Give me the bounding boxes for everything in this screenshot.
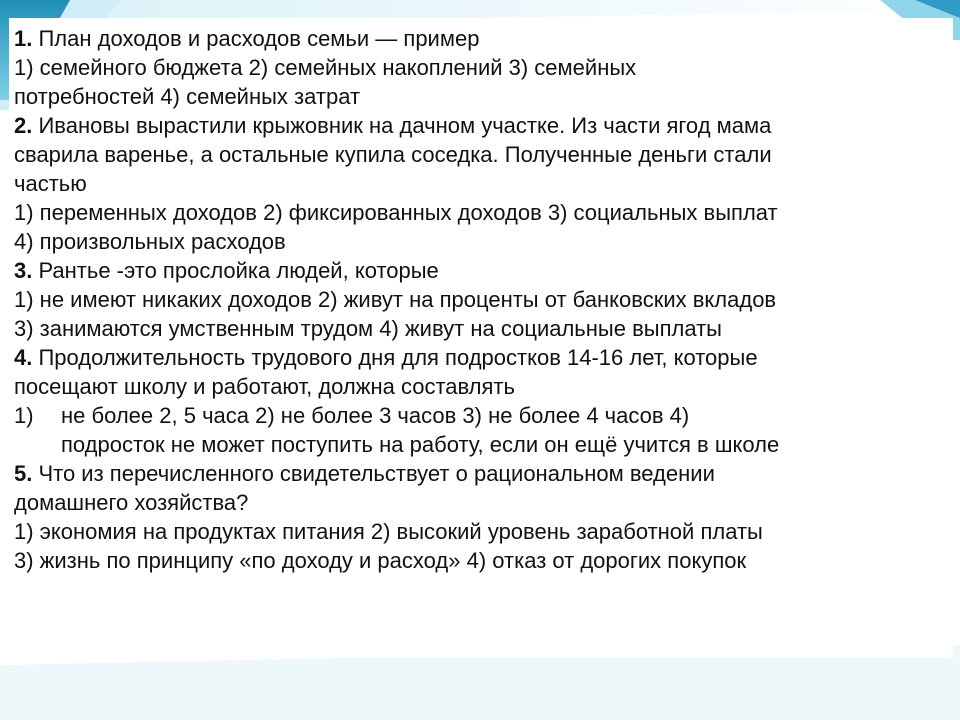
question-1-title <box>14 24 953 53</box>
question-3-options-line-2: 3) занимаются умственным трудом 4) живут на социальные выплаты <box>14 316 722 341</box>
question-5-options-line-1: 1) экономия на продуктах питания 2) высокий уровень заработной платы <box>14 519 763 544</box>
question-5-options-line-2: 3) жизнь по принципу «по доходу и расход» 4) отказ от дорогих покупок <box>14 548 747 573</box>
question-4-options-list-item <box>14 401 953 430</box>
question-number: 2. <box>14 113 33 138</box>
question-5-text-line-2: домашнего хозяйства? <box>14 490 249 515</box>
list-marker: 1) <box>14 403 34 428</box>
slide-textbox <box>9 18 953 658</box>
question-4-title <box>14 343 953 372</box>
question-text: План доходов и расходов семьи — пример <box>32 26 480 51</box>
question-2-text-line-2: сварила варенье, а остальные купила соседка. Полученные деньги стали <box>14 142 772 167</box>
question-4-text-line-2: посещают школу и работают, должна составлять <box>14 374 515 399</box>
question-2-options-line-1: 1) переменных доходов 2) фиксированных доходов 3) социальных выплат <box>14 200 778 225</box>
question-3-options-line-1: 1) не имеют никаких доходов 2) живут на проценты от банковских вкладов <box>14 287 777 312</box>
question-number: 5. <box>14 461 33 486</box>
question-number: 3. <box>14 258 33 283</box>
question-text: Что из перечисленного свидетельствует о рациональном ведении <box>32 461 715 486</box>
question-2-title <box>14 111 953 140</box>
question-2-options-line-2: 4) произвольных расходов <box>14 229 286 254</box>
question-4-options-line-2: подросток не может поступить на работу, если он ещё учится в школе <box>61 432 780 457</box>
question-2-text-line-3: частью <box>14 171 87 196</box>
question-1-options-line-1: 1) семейного бюджета 2) семейных накоплений 3) семейных <box>14 55 637 80</box>
question-3-title <box>14 256 953 285</box>
question-text: Продолжительность трудового дня для подростков 14-16 лет, которые <box>32 345 758 370</box>
question-4-options-line-1: не более 2, 5 часа 2) не более 3 часов 3) не более 4 часов 4) <box>61 403 690 428</box>
question-5-title <box>14 459 953 488</box>
question-number: 4. <box>14 345 33 370</box>
question-1-options-line-2: потребностей 4) семейных затрат <box>14 84 361 109</box>
question-number: 1. <box>14 26 33 51</box>
question-text: Рантье -это прослойка людей, которые <box>32 258 439 283</box>
question-text: Ивановы вырастили крыжовник на дачном участке. Из части ягод мама <box>32 113 772 138</box>
